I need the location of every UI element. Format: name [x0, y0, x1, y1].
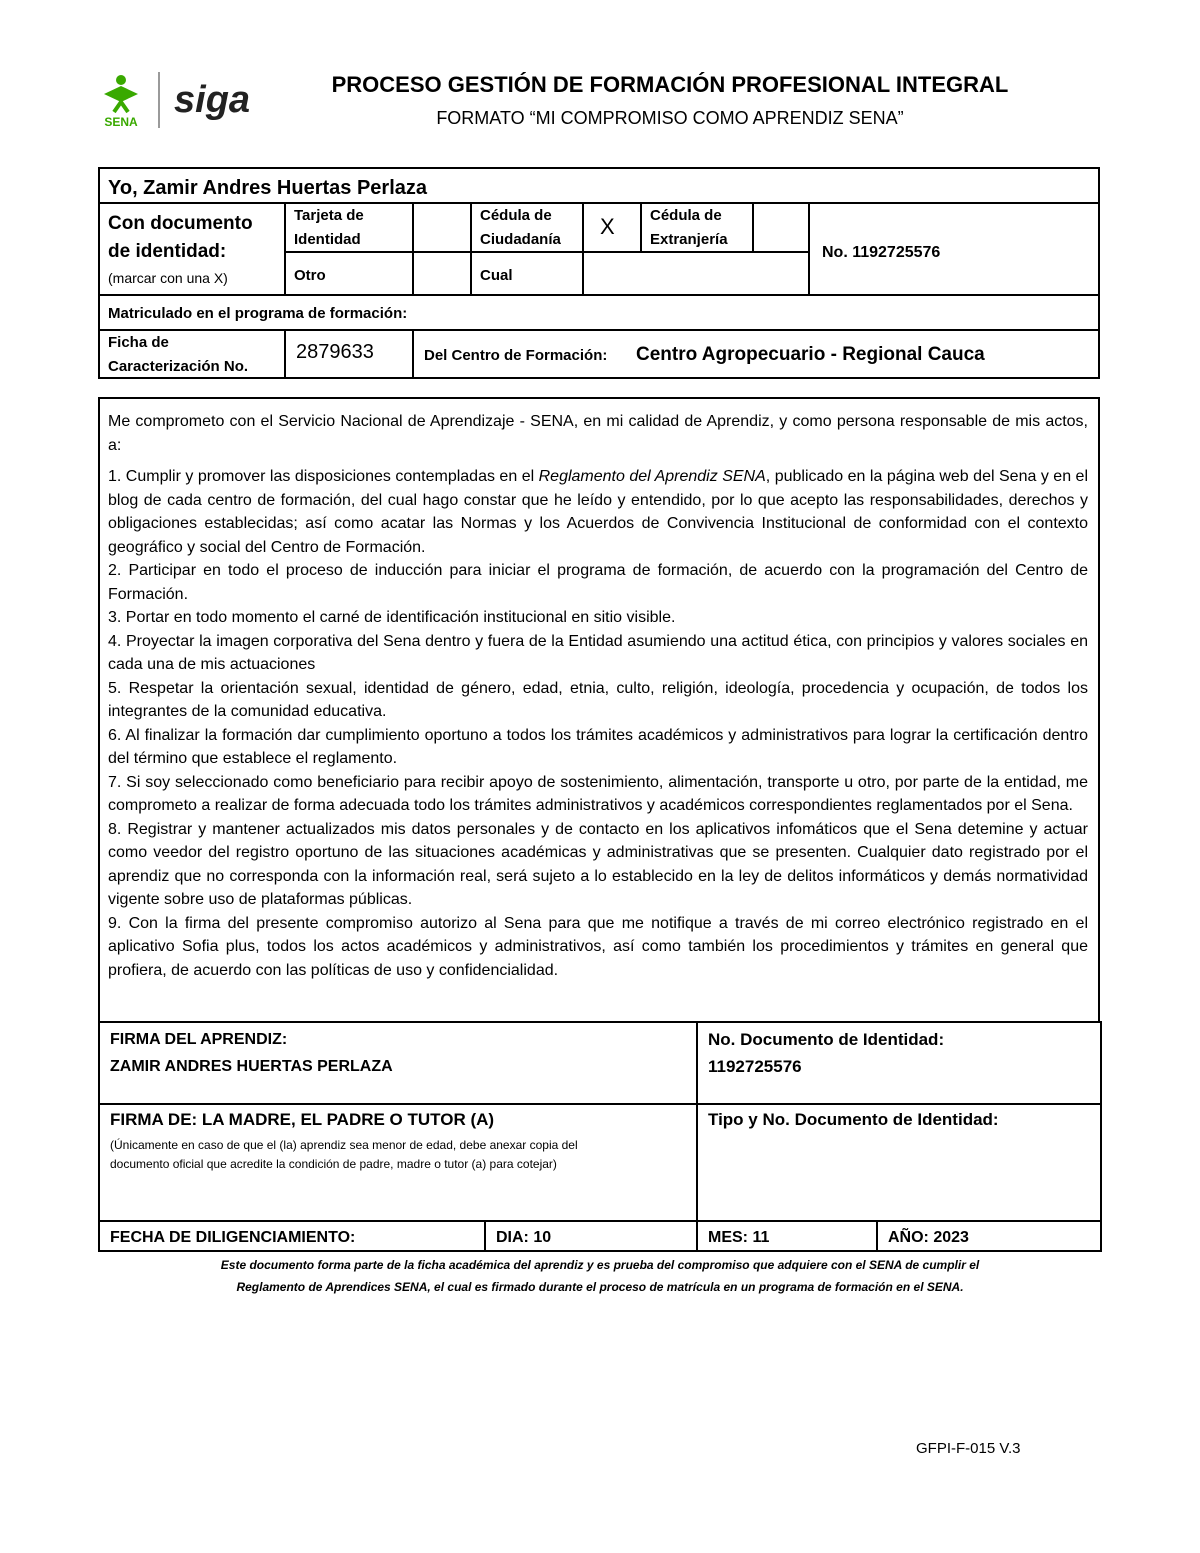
- tutor-note-1: (Únicamente en caso de que el (la) aprendiz sea menor de edad, debe anexar copia del: [110, 1138, 578, 1152]
- commitment-item-2: 2. Participar en todo el proceso de inducción para iniciar el programa de formación, de acuerdo con la programación del Centro de Formación.: [108, 562, 1088, 603]
- aprendiz-signature-label: FIRMA DEL APRENDIZ:: [110, 1031, 288, 1048]
- fecha-dia: DIA: 10: [496, 1229, 552, 1246]
- ficha-label-2: Caracterización No.: [108, 358, 249, 375]
- item1-text-a: 1. Cumplir y promover las disposiciones contempladas en el: [108, 468, 539, 485]
- centro-label: Del Centro de Formación:: [424, 347, 608, 364]
- ficha-number: 2879633: [296, 341, 374, 363]
- student-name-line: Yo, Zamir Andres Huertas Perlaza: [108, 177, 428, 199]
- footnote-line-2: Reglamento de Aprendices SENA, el cual es firmado durante el proceso de matrícula en un programa de formación en el SENA.: [236, 1280, 964, 1294]
- commitment-item-7: 7. Si soy seleccionado como beneficiario para recibir apoyo de sostenimiento, alimentación, transporte u otro, por parte de la entidad, me comprometo a realizar de forma adecuada todo los trámites administrativos y académicos correspondientes reglamentados por el Sena.: [108, 773, 1088, 814]
- footnote-line-1: Este documento forma parte de la ficha académica del aprendiz y es prueba del compromiso que adquiere con el SENA de cumplir el: [220, 1258, 980, 1272]
- cual-label: Cual: [480, 267, 513, 284]
- extranjeria-label: Cédula de: [650, 207, 722, 224]
- document-subtitle: FORMATO “MI COMPROMISO COMO APRENDIZ SENA”: [436, 108, 904, 128]
- aprendiz-name: ZAMIR ANDRES HUERTAS PERLAZA: [110, 1058, 393, 1075]
- extranjeria-label-2: Extranjería: [650, 231, 728, 248]
- commitment-intro: Me comprometo con el Servicio Nacional de Aprendizaje - SENA, en mi calidad de Aprendiz, y como persona responsable de mis actos, a:: [108, 413, 1088, 454]
- document-label: Con documento: [108, 213, 253, 234]
- cedula-checkbox-mark[interactable]: X: [600, 214, 615, 239]
- item1-text-b: , publicado en la página web del Sena y en el blog de cada centro de formación, del cual hago constar que he leído y entendido, por lo que acepto las responsabilidades, derechos y obligaciones establecidas; así como acatar las Normas y los Acuerdos de Convivencia Institucional de conformidad con el contexto geográfico y social del Centro de Formación.: [108, 468, 1089, 556]
- commitment-item-3: 3. Portar en todo momento el carné de identificación institucional en sitio visible.: [108, 609, 676, 626]
- commitment-item-8: 8. Registrar y mantener actualizados mis datos personales y de contacto en los aplicativos infomáticos que el Sena detemine y actuar como veedor del registro oportuno de las situaciones académicas y administrativas que se presenten. Cualquier dato registrado por el aprendiz que no corresponda con la información real, será sujeto a lo establecido en la ley de delitos informáticos y demás normatividad vigente sobre uso de plataformas públicas.: [108, 820, 1088, 908]
- commitment-item-6: 6. Al finalizar la formación dar cumplimiento oportuno a todos los trámites académicos y administrativos para lograr la certificación dentro del término que establece el reglamento.: [108, 726, 1088, 767]
- commitment-item-9: 9. Con la firma del presente compromiso autorizo al Sena para que me notifique a través de mi correo electrónico registrado en el aplicativo Sofia plus, todos los actos académicos y administrativos, así como también los procedimientos y trámites en general que profiera, de acuerdo con las políticas de uso y confidencialidad.: [108, 914, 1088, 979]
- siga-logo-text: siga: [174, 79, 251, 121]
- cedula-label-2: Ciudadanía: [480, 231, 561, 248]
- commitment-item-4: 4. Proyectar la imagen corporativa del Sena dentro y fuera de la Entidad asumiendo una actitud ética, con principios y valores sociales en cada una de mis actuaciones: [108, 632, 1088, 673]
- footnote: [120, 1254, 1080, 1298]
- commitment-item-1: [108, 465, 1088, 559]
- document-hint: (marcar con una X): [108, 270, 228, 286]
- fecha-label: FECHA DE DILIGENCIAMIENTO:: [110, 1229, 356, 1246]
- fecha-mes: MES: 11: [708, 1229, 770, 1246]
- document-id-value: 1192725576: [708, 1057, 802, 1076]
- centro-value: Centro Agropecuario - Regional Cauca: [636, 344, 985, 365]
- tutor-note-2: documento oficial que acredite la condición de padre, madre o tutor (a) para cotejar): [110, 1157, 557, 1171]
- document-number: No. 1192725576: [822, 244, 941, 261]
- sena-logo: [92, 72, 150, 130]
- reglamento-reference: Reglamento del Aprendiz SENA: [538, 468, 766, 485]
- tutor-signature-label: FIRMA DE: LA MADRE, EL PADRE O TUTOR (A): [110, 1110, 495, 1129]
- document-label-2: de identidad:: [108, 241, 227, 262]
- sena-logo-text: SENA: [104, 115, 138, 129]
- logo-divider: [158, 72, 160, 128]
- siga-logo: [170, 72, 256, 128]
- form-code: GFPI-F-015 V.3: [916, 1440, 1021, 1457]
- tarjeta-label: Tarjeta de: [294, 207, 364, 224]
- fecha-anio: AÑO: 2023: [888, 1229, 969, 1246]
- document-title: PROCESO GESTIÓN DE FORMACIÓN PROFESIONAL INTEGRAL: [331, 72, 1009, 97]
- tarjeta-label-2: Identidad: [294, 231, 361, 248]
- ficha-label: Ficha de: [108, 334, 169, 351]
- document-id-label: No. Documento de Identidad:: [708, 1030, 945, 1049]
- cedula-label: Cédula de: [480, 207, 552, 224]
- commitment-item-5: 5. Respetar la orientación sexual, identidad de género, edad, etnia, culto, religión, ideología, procedencia y ocupación, de todos los integrantes de la comunidad educativa.: [108, 679, 1088, 720]
- otro-label: Otro: [294, 267, 326, 284]
- program-label: Matriculado en el programa de formación:: [108, 305, 408, 322]
- tutor-document-label: Tipo y No. Documento de Identidad:: [708, 1110, 999, 1129]
- commitment-text: [108, 410, 1088, 982]
